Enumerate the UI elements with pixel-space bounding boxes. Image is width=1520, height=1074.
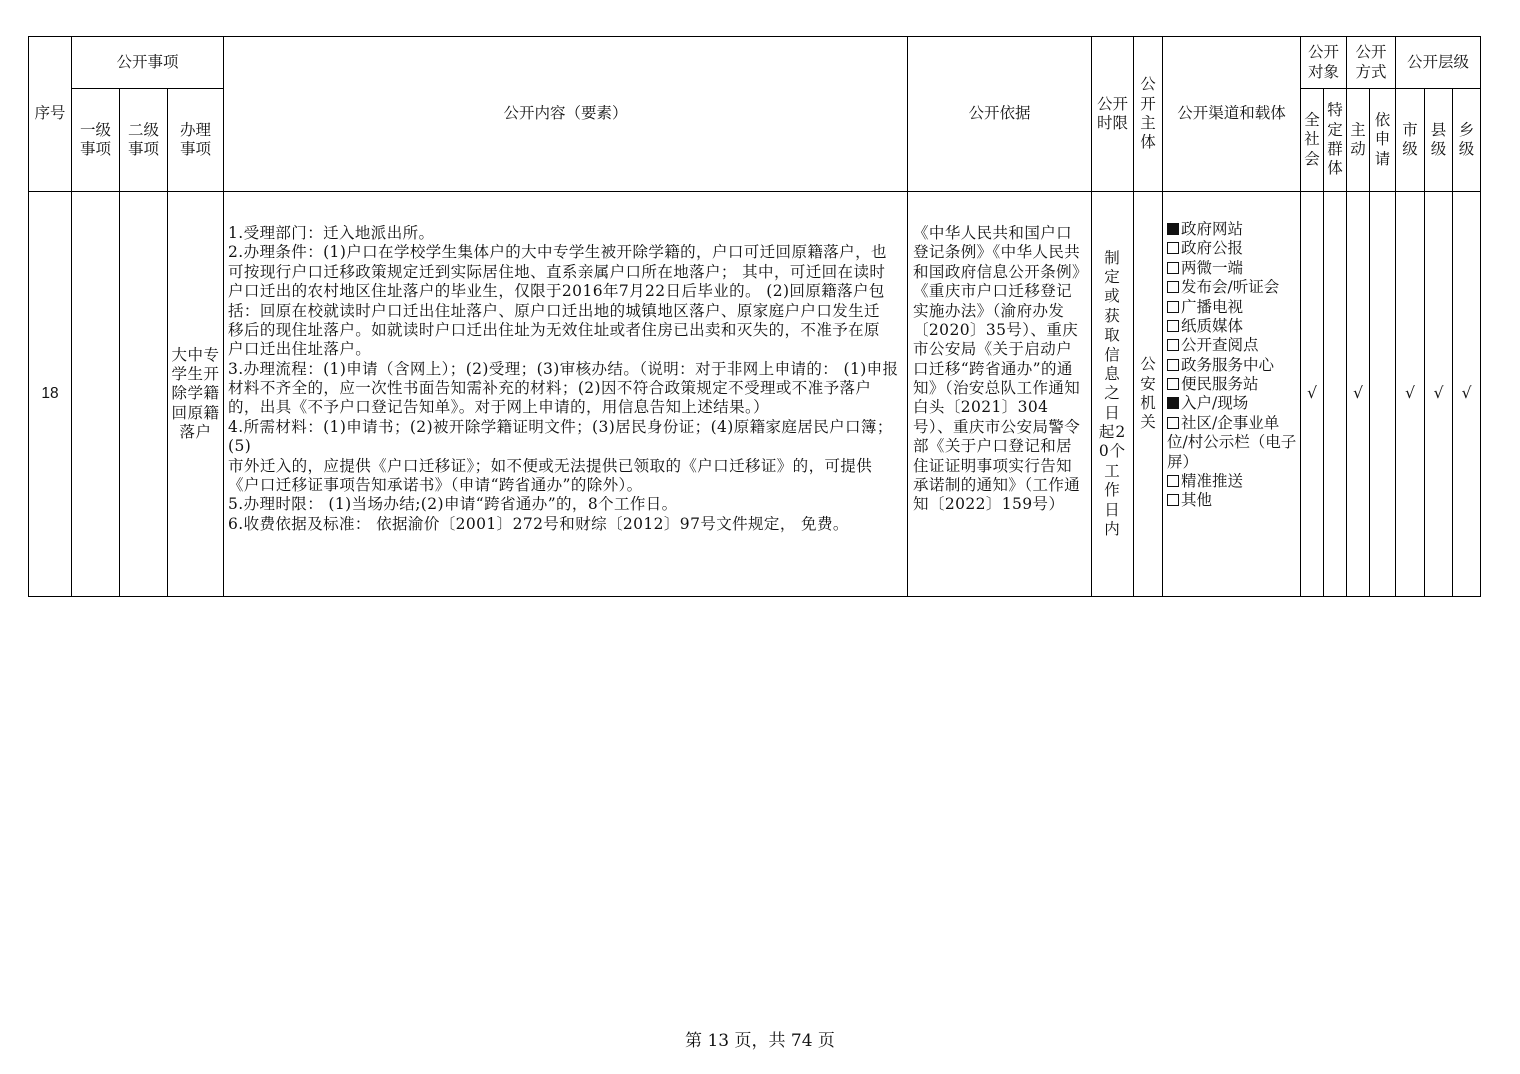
content-line: 户口迁出的农村地区住址落户的毕业生，仅限于2016年7月22日后毕业的。 (2)回原籍落户包 bbox=[228, 282, 885, 301]
content-line: 移后的现住址落户。如就读时户口迁出住址为无效住址或者住房已出卖和灭失的，不准予在原 bbox=[228, 320, 880, 339]
channel-item: 政府网站 bbox=[1167, 220, 1298, 239]
content-line: 市外迁入的，应提供《户口迁移证》；如不便或无法提供已领取的《户口迁移证》的，可提供 bbox=[228, 456, 873, 475]
header-timelimit: 公开时限 bbox=[1092, 37, 1134, 192]
content-line: 《户口迁移证事项告知承诺书》（申请“跨省通办”的除外）。 bbox=[228, 475, 643, 494]
content-line: 1.受理部门：迁入地派出所。 bbox=[228, 224, 435, 242]
content-line: 可按现行户口迁移政策规定迁到实际居住地、直系亲属户口所在地落户； 其中，可迁回在读时 bbox=[228, 262, 886, 281]
checkbox-icon bbox=[1167, 262, 1179, 274]
checkbox-icon bbox=[1167, 242, 1179, 254]
checkbox-icon bbox=[1167, 339, 1179, 351]
header-level2: 二级事项 bbox=[120, 89, 168, 192]
channel-item: 便民服务站 bbox=[1167, 375, 1298, 394]
checkbox-icon bbox=[1167, 359, 1179, 371]
header-seq: 序号 bbox=[29, 37, 72, 192]
channel-item: 广播电视 bbox=[1167, 298, 1298, 317]
content-line: 材料不齐全的，应一次性书面告知需补充的材料；(2)因不符合政策规定不受理或不准予落户 bbox=[228, 379, 872, 397]
row-level-town: √ bbox=[1453, 192, 1481, 597]
header-handle: 办理事项 bbox=[168, 89, 224, 192]
header-matters: 公开事项 bbox=[72, 37, 224, 89]
row-level-county: √ bbox=[1425, 192, 1453, 597]
page-footer: 第 13 页，共 74 页 bbox=[685, 1031, 835, 1051]
header-content: 公开内容（要素） bbox=[224, 37, 908, 192]
channel-item: 两微一端 bbox=[1167, 259, 1298, 278]
checkbox-icon bbox=[1167, 301, 1179, 313]
header-target-specific: 特定群体 bbox=[1324, 89, 1347, 192]
basis-text: 《中华人民共和国户口登记条例》《中华人民共和国政府信息公开条例》《重庆市户口迁移登记实施办法》（渝府办发〔2020〕35号）、重庆市公安局《关于启动户口迁移“跨省通办”的通知》（治安总队工作通知白头〔2021〕304号）、重庆市公安局警令部《关于户口登记和居住证证明事项实行告知承诺制的通知》（工作通知〔2022〕159号） bbox=[913, 224, 1081, 514]
header-level: 公开层级 bbox=[1396, 37, 1481, 89]
row-level2 bbox=[120, 192, 168, 597]
header-level-county: 县级 bbox=[1425, 89, 1453, 192]
row-timelimit: 制定或获取信息之日起20个工作日内 bbox=[1092, 192, 1134, 597]
checkbox-icon bbox=[1167, 378, 1179, 390]
channel-item: 社区/企事业单位/村公示栏（电子屏） bbox=[1167, 413, 1297, 471]
channel-item: 发布会/听证会 bbox=[1167, 278, 1298, 297]
header-target-all: 全社会 bbox=[1301, 89, 1324, 192]
disclosure-table bbox=[28, 36, 1481, 597]
checkbox-icon bbox=[1167, 494, 1179, 506]
header-level-town: 乡级 bbox=[1453, 89, 1481, 192]
checkbox-icon bbox=[1167, 417, 1179, 429]
channel-item: 精准推送 bbox=[1167, 472, 1298, 491]
channel-item: 入户/现场 bbox=[1167, 394, 1298, 413]
header-subject: 公开主体 bbox=[1134, 37, 1163, 192]
content-line: 4.所需材料：(1)申请书；(2)被开除学籍证明文件；(3)居民身份证；(4)原籍家庭居民户口簿；(5) bbox=[228, 417, 893, 456]
row-method-request bbox=[1370, 192, 1396, 597]
header-method-active: 主动 bbox=[1347, 89, 1370, 192]
row-channels bbox=[1163, 192, 1301, 597]
checkbox-icon bbox=[1167, 281, 1179, 293]
row-seq: 18 bbox=[29, 192, 72, 597]
row-subject: 公安机关 bbox=[1134, 192, 1163, 597]
header-basis: 公开依据 bbox=[908, 37, 1092, 192]
content-line: 户口迁出住址落户。 bbox=[228, 340, 372, 359]
row-content bbox=[224, 192, 908, 597]
channel-item: 政府公报 bbox=[1167, 239, 1298, 258]
row-target-specific bbox=[1324, 192, 1347, 597]
row-target-all: √ bbox=[1301, 192, 1324, 597]
content-line: 的，出具《不予户口登记告知单》。对于网上申请的，用信息告知上述结果。） bbox=[228, 398, 770, 417]
channel-item: 政务服务中心 bbox=[1167, 356, 1298, 375]
row-level-city: √ bbox=[1396, 192, 1425, 597]
checkbox-icon bbox=[1167, 320, 1179, 332]
header-level-city: 市级 bbox=[1396, 89, 1425, 192]
channel-item: 纸质媒体 bbox=[1167, 317, 1298, 336]
content-line: 3.办理流程：(1)申请（含网上）；(2)受理；(3)审核办结。（说明：对于非网上申请的： (1)申报 bbox=[228, 359, 899, 378]
header-target: 公开对象 bbox=[1301, 37, 1347, 89]
content-line: 6.收费依据及标准： 依据渝价〔2001〕272号和财综〔2012〕97号文件规定， 免费。 bbox=[228, 514, 849, 533]
row-method-active: √ bbox=[1347, 192, 1370, 597]
channel-item: 公开查阅点 bbox=[1167, 336, 1298, 355]
header-channel: 公开渠道和载体 bbox=[1163, 37, 1301, 192]
table-row bbox=[29, 192, 1481, 597]
row-level1 bbox=[72, 192, 120, 597]
checkbox-icon bbox=[1167, 475, 1179, 487]
row-handle: 大中专学生开除学籍回原籍落户 bbox=[168, 192, 224, 597]
checkbox-icon bbox=[1167, 397, 1179, 409]
row-basis bbox=[908, 192, 1092, 597]
content-line: 5.办理时限： (1)当场办结;(2)申请“跨省通办”的，8个工作日。 bbox=[228, 495, 678, 514]
content-line: 括：回原在校就读时户口迁出住址落户、原户口迁出地的城镇地区落户、原家庭户户口发生迁 bbox=[228, 301, 880, 320]
header-method: 公开方式 bbox=[1347, 37, 1396, 89]
header-level1: 一级事项 bbox=[72, 89, 120, 192]
checkbox-icon bbox=[1167, 223, 1179, 235]
channel-item: 其他 bbox=[1167, 491, 1298, 510]
header-method-request: 依申请 bbox=[1370, 89, 1396, 192]
content-line: 2.办理条件：(1)户口在学校学生集体户的大中专学生被开除学籍的，户口可迁回原籍落户，也 bbox=[228, 243, 887, 262]
